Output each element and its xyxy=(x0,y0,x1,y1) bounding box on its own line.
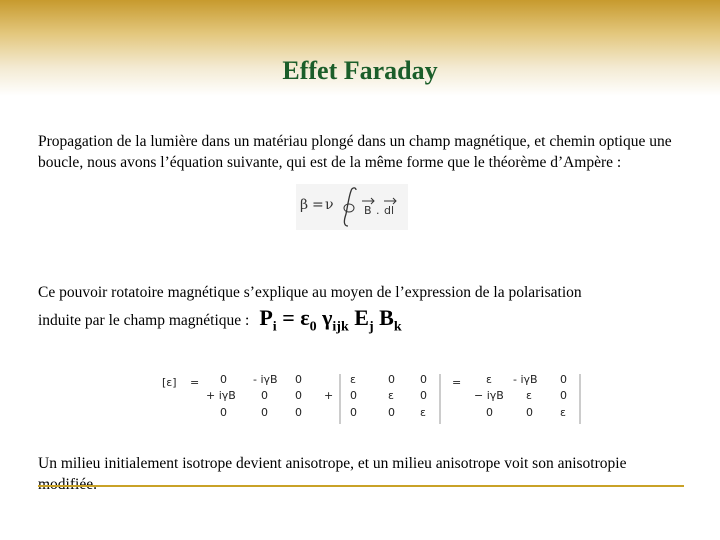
m3-cell: ε xyxy=(486,373,492,386)
m3-cell: 0 xyxy=(486,406,493,419)
b-vector: B xyxy=(364,204,372,217)
m2-cell: 0 xyxy=(420,373,427,386)
m1-cell: 0 xyxy=(295,373,302,386)
polarization-formula: $P_i = \varepsilon_0$ $\gamma_{ijk}$ $E_j$ $B_k$ xyxy=(259,305,402,335)
dl-vector: dl xyxy=(384,204,395,217)
m2-cell: 0 xyxy=(388,406,395,419)
m1-cell: 0 xyxy=(220,406,227,419)
m2-cell: ε xyxy=(388,389,394,402)
m3-cell: ε xyxy=(526,389,532,402)
m1-cell: 0 xyxy=(261,389,268,402)
footer-rule xyxy=(38,485,684,487)
ampere-equation xyxy=(296,184,408,230)
m2-cell: ε xyxy=(350,373,356,386)
nu-symbol: ν xyxy=(325,197,334,213)
equals-sign-2: = xyxy=(452,376,462,389)
m3-cell: 0 xyxy=(526,406,533,419)
m2-cell: 0 xyxy=(388,373,395,386)
paragraph-anisotropy: Un milieu initialement isotrope devient anisotrope, et un milieu anisotrope voit son anisotropie xyxy=(38,455,627,472)
m3-cell: - iγB xyxy=(513,373,538,386)
equals-sign-1: = xyxy=(190,376,200,389)
paragraph-rotatory-power: Ce pouvoir rotatoire magnétique s’explique au moyen de l’expression de la polarisation xyxy=(38,284,582,301)
paragraph-induced: induite par le champ magnétique : xyxy=(38,312,250,329)
m3-cell: ε xyxy=(560,406,566,419)
m1-cell: - iγB xyxy=(253,373,278,386)
m3-cell: − iγB xyxy=(474,389,504,402)
contour-circle-icon xyxy=(344,204,354,212)
m2-cell: 0 xyxy=(350,389,357,402)
plus-sign: + xyxy=(324,389,334,402)
m3-cell: 0 xyxy=(560,373,567,386)
equals-sign: = xyxy=(312,197,324,213)
tensor-lhs: [ε] xyxy=(162,376,177,389)
m3-cell: 0 xyxy=(560,389,567,402)
m1-cell: 0 xyxy=(295,389,302,402)
paragraph-propagation: Propagation de la lumière dans un matériau plongé dans un champ magnétique, et chemin optique une boucle, nous avons l’équation suivante, qui est de la même forme que le théorème d’Ampère : xyxy=(38,133,672,171)
m2-cell: 0 xyxy=(350,406,357,419)
m1-cell: 0 xyxy=(261,406,268,419)
slide-title: Effet Faraday xyxy=(282,56,438,85)
m1-cell: 0 xyxy=(295,406,302,419)
m2-cell: 0 xyxy=(420,389,427,402)
m1-cell: 0 xyxy=(220,373,227,386)
m2-cell: ε xyxy=(420,406,426,419)
beta-symbol: β xyxy=(300,197,309,213)
dielectric-tensor-equation xyxy=(158,370,588,430)
polarization-line xyxy=(38,305,402,337)
m1-cell: + iγB xyxy=(206,389,236,402)
dot-operator: . xyxy=(376,204,380,217)
